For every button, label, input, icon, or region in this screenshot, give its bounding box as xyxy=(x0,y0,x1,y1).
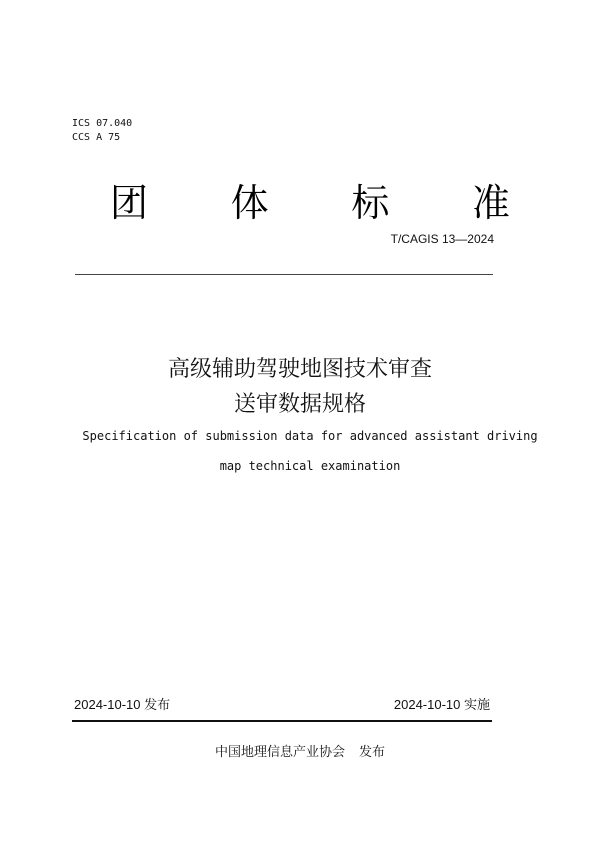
standard-type-char: 准 xyxy=(471,181,510,225)
title-cn-line-1: 高级辅助驾驶地图技术审查 xyxy=(167,357,432,382)
title-cn-line-2: 送审数据规格 xyxy=(233,392,366,417)
standard-type-char: 标 xyxy=(351,181,390,225)
title-en-line-1: Specification of submission data for advanced assistant driving xyxy=(82,429,538,443)
title-en-line-2: map technical examination xyxy=(219,459,401,473)
bottom-divider xyxy=(72,720,492,722)
standard-type-heading xyxy=(110,178,510,228)
standard-type-char: 团 xyxy=(110,181,149,225)
classification-codes xyxy=(72,117,132,145)
ics-code: ICS 07.040 xyxy=(72,118,133,129)
standard-code: T/CAGIS 13—2024 xyxy=(390,232,494,246)
publisher-name: 中国地理信息产业协会 xyxy=(214,745,345,760)
publisher-action: 发布 xyxy=(359,745,386,760)
implementation-date: 2024-10-10 实施 xyxy=(393,697,490,712)
issue-date: 2024-10-10 发布 xyxy=(74,697,171,712)
top-divider xyxy=(75,274,493,275)
standard-type-char: 体 xyxy=(230,181,269,225)
publisher-line xyxy=(0,741,600,760)
ccs-code: CCS A 75 xyxy=(72,132,121,143)
